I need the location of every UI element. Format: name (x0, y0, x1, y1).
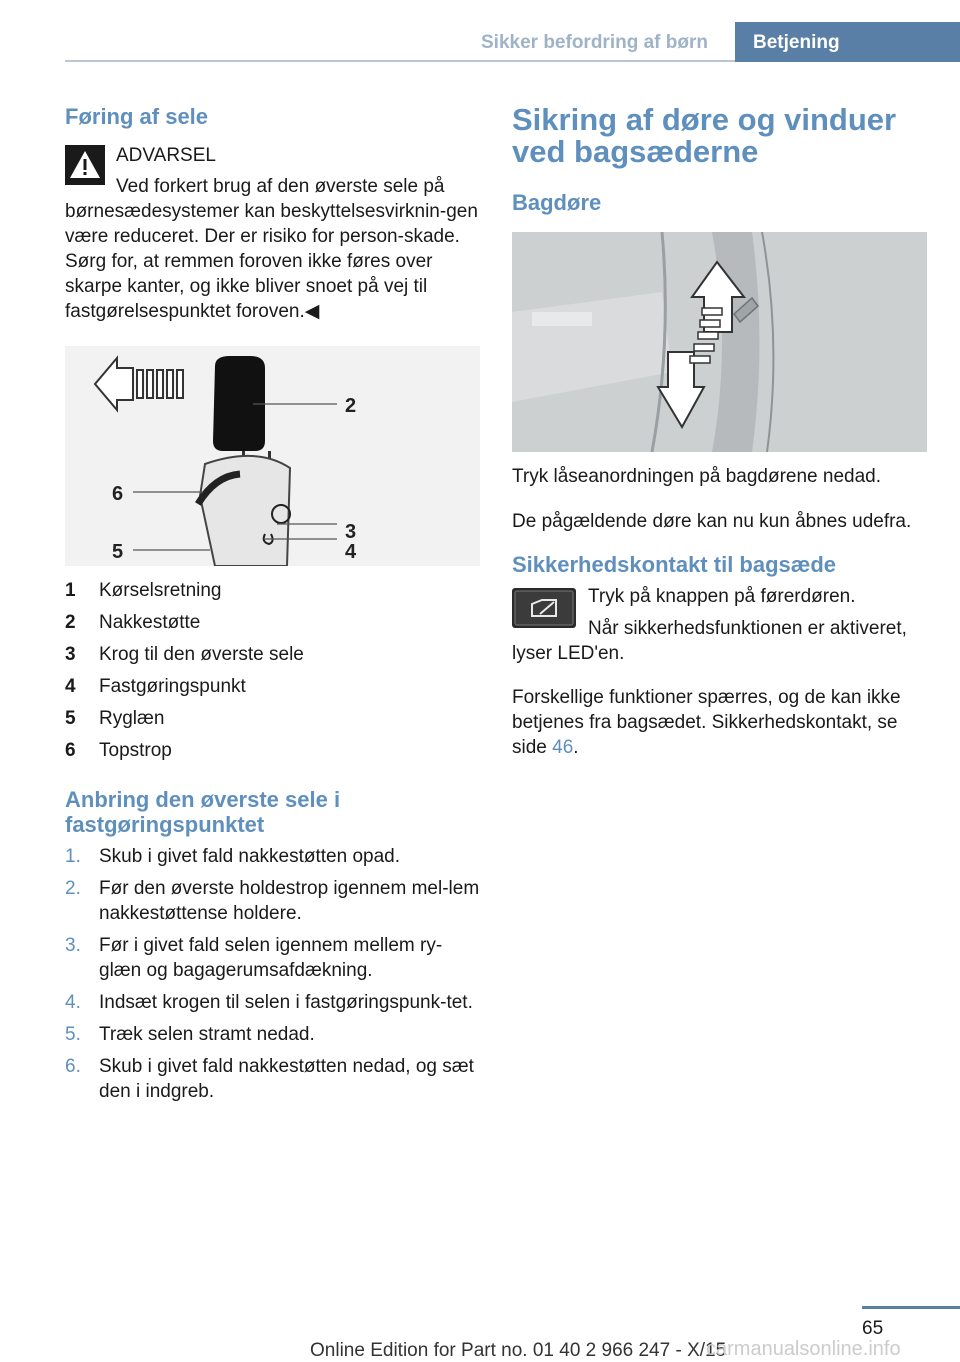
warning-icon (65, 145, 105, 185)
legend-item: 3 Krog til den øverste sele (65, 644, 304, 665)
warning-title: ADVARSEL (116, 145, 216, 166)
rear-door-photo (512, 232, 927, 452)
warning-block (65, 143, 480, 324)
warning-text-first-line: Ved forkert brug af den øverste sele på (116, 176, 445, 197)
section-heading-attach-belt: Anbring den øverste sele i fastgøringspunktet (65, 787, 341, 837)
subheading-rear-doors: Bagdøre (512, 190, 602, 215)
section-heading-doors: Sikring af døre og vinduer ved bagsæderne (512, 102, 897, 169)
header-section-title: Sikker befordring af børn (481, 32, 708, 53)
steps-list (65, 844, 480, 1104)
figure-label-4: 4 (345, 541, 357, 563)
figure-label-3: 3 (345, 521, 357, 543)
figure-legend (65, 578, 480, 763)
figure-label-5: 5 (112, 541, 124, 563)
page-number: 65 (862, 1318, 884, 1339)
legend-item: 5 Ryglæn (65, 708, 165, 729)
led-text-first-line: Når sikkerhedsfunktionen er aktiveret, (588, 618, 907, 639)
step-item: 6. Skub i givet fald nakkestøtten nedad, og sæt den i indgreb. (65, 1056, 474, 1102)
direction-arrow (95, 358, 133, 410)
subheading-child-lock-switch: Sikkerhedskontakt til bagsæde (512, 552, 836, 577)
warning-text: børnesædesystemer kan beskyttelsesvirknin-gen være reduceret. Der er risiko for person-skade. Sørg for, at remmen foroven ikke føres over skarpe kanter, og ikke bliver snoet på vej til fastgørelsespunktet foroven.◀ (65, 201, 478, 322)
paragraph-press-lock: Tryk låseanordningen på bagdørene nedad. (512, 466, 881, 487)
legend-item: 6 Topstrop (65, 740, 172, 761)
press-button-text: Tryk på knappen på førerdøren. (588, 586, 856, 607)
step-item: 3. Før i givet fald selen igennem mellem ry-glæn og bagagerumsafdækning. (65, 935, 443, 981)
step-item: 4. Indsæt krogen til selen i fastgøringspunk-tet. (65, 992, 473, 1013)
footer-rule (862, 1306, 960, 1309)
step-item: 2. Før den øverste holdestrop igennem mel-lem nakkestøttense holdere. (65, 878, 480, 924)
legend-item: 4 Fastgøringspunkt (65, 676, 246, 697)
right-column (512, 104, 927, 215)
edition-info: Online Edition for Part no. 01 40 2 966 247 - X/15 (310, 1340, 727, 1361)
right-column-lower (512, 464, 932, 760)
left-column-lower (65, 578, 480, 1104)
section-heading-seatbelt: Føring af sele (65, 104, 209, 129)
figure-label-1: 1 (116, 373, 128, 395)
legend-item: 2 Nakkestøtte (65, 612, 201, 633)
paragraph-doors-outside: De pågældende døre kan nu kun åbnes udefra. (512, 511, 912, 532)
seat-back-shape (200, 456, 290, 566)
headrest-diagram-drawing (65, 346, 480, 566)
page-reference-link[interactable]: 46 (552, 737, 574, 758)
figure-label-2: 2 (345, 395, 357, 417)
led-text: lyser LED'en. (512, 643, 625, 664)
window-lock-button-icon (512, 588, 576, 628)
paragraph-functions-blocked: Forskellige funktioner spærres, og de kan ikke betjenes fra bagsædet. Sikkerhedskontakt, se side 46. (512, 687, 901, 758)
figure-label-6: 6 (112, 483, 124, 505)
left-column (65, 104, 480, 324)
button-instruction-block (512, 584, 932, 666)
rear-door-drawing (512, 232, 927, 452)
header-chapter-tab: Betjening (735, 22, 960, 62)
step-item: 5. Træk selen stramt nedad. (65, 1024, 315, 1045)
legend-item: 1 Kørselsretning (65, 580, 222, 601)
step-item: 1. Skub i givet fald nakkestøtten opad. (65, 846, 401, 867)
headrest-diagram (65, 346, 480, 566)
watermark: carmanualsonline.info (706, 1338, 901, 1360)
